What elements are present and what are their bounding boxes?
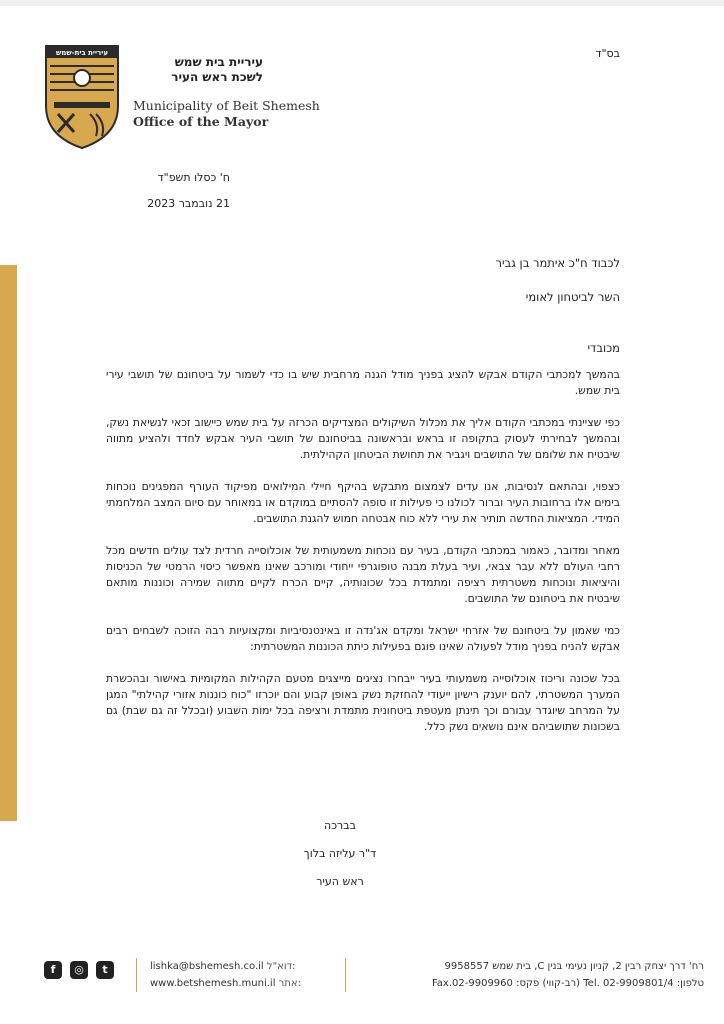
paragraph: מאחר ומדובר, כאמור במכתבי הקודם, בעיר עם נוכחות משמעותית של אוכלוסייה חרדית לצד עולים חדשים מכל רחבי העולם ללא עבר צבאי, ועיר בעלת מבנה טופוגרפי ייחודי ומורכב שאינו מאפשר כיסוי הרמטי של הכניסות והיציאות ונוכחות משטרתית רציפה ומתמדת בכל שכונותיה, קיים הכרח לקיים מתווה שמירה וכוננות מותאם שיבטיח את ביטחונם של התושבים. (106, 544, 620, 605)
closing: בברכה (324, 819, 356, 832)
side-accent-bar (0, 265, 17, 821)
paragraph: בהמשך למכתבי הקודם אבקש להציג בפניך מודל הגנה מרחבית שיש בו כדי לשמור על ביטחונם של תושבי עירי בית שמש. (106, 368, 620, 397)
website-label: אתר: (278, 978, 301, 989)
bsd-mark: בס"ד (595, 47, 620, 60)
recipient-name: לכבוד ח"כ איתמר בן גביר (495, 256, 620, 270)
paragraph: כמי שאמון על ביטחונם של אזרחי ישראל ומקדם אג'נדה זו באינטנסיביות ומקצועיות רבה הזוכה לשבחים רבים אבקש להניח בפניך מודל לפעולה שאינו פוגם בפעילות כיתת הכוננות המשטרתית: (106, 624, 620, 653)
signature-block (250, 818, 430, 902)
website-link[interactable]: www.betshemesh.muni.il (150, 978, 276, 989)
email-label: דוא"ל: (266, 961, 296, 972)
municipality-en: Municipality of Beit Shemesh (133, 98, 320, 113)
instagram-icon[interactable]: ◎ (70, 961, 88, 979)
signer-title: ראש העיר (316, 875, 364, 888)
footer-contact (150, 958, 340, 992)
municipality-name-english (133, 98, 320, 130)
recipient-title: השר לביטחון לאומי (525, 290, 620, 304)
paragraph: כצפוי, ובהתאם לנסיבות, אנו עדים לצמצום מתבקש בהיקף חיילי המילואים מפיקוד העורף המפגינים נוכחות בימים אלו ברחובות העיר וברור לכולנו כי פעילות זו סופה להסתיים במוקדם או במאוחר עם סיום המצב המלחמתי המידי. המציאות החדשה תותיר את עירי ללא כוח אבטחה חמוש להגנת התושבים. (106, 480, 620, 525)
footer-address (352, 958, 704, 992)
paragraph: כפי שציינתי במכתבי הקודם אליך את מכלול השיקולים המצדיקים הכרזה על בית שמש כיישוב זכאי לנשיאת נשק, ובהמשך לבחירתי לעסוק בתקופה זו בראש ובראשונה בביטחונם של תושבי העיר אבקש לחדד ולהציע מתווה שיבטיח את שלומם של התושבים ויגביר את תחושת הביטחון הקהילתית. (106, 416, 620, 461)
municipality-he: עיריית בית שמש (174, 55, 263, 69)
salutation: מכובדי (587, 341, 620, 355)
municipal-crest-icon (44, 44, 120, 150)
municipality-name-hebrew (133, 55, 263, 85)
twitter-icon[interactable]: t (96, 961, 114, 979)
signer-name: ד"ר עליזה בלוך (303, 847, 377, 860)
date-gregorian: 21 נובמבר 2023 (147, 197, 230, 210)
office-he: לשכת ראש העיר (171, 70, 263, 84)
facebook-icon[interactable]: f (44, 961, 62, 979)
footer-divider (345, 958, 346, 992)
paragraph: בכל שכונה וריכוז אוכלוסייה משמעותי בעיר ייבחרו נציגים מייצגים מטעם הקהילות המקומיות באישור ובהכשרת המערך המשטרתי, להם יוענק רישיון ייעודי להחזקת נשק באופן קבוע והם יוכרזו "כוח כוננות אזורי קהילתי" המגן על המרחב שיוגדר עבורם וכך תינתן מעטפת ביטחונית מתמדת ורציפה בכל ימות השבוע (ובכלל זה גם שבת) גם בשכונות שתושביהם אינם נושאים נשק כלל. (106, 672, 620, 733)
office-en: Office of the Mayor (133, 114, 269, 129)
phone-fax-line: טלפון: Tel. 02-9909801/4 (רב-קווי) פקס: Fax.02-9909960 (431, 978, 704, 989)
email-link[interactable]: lishka@bshemesh.co.il (150, 961, 264, 972)
letter-body (106, 367, 620, 751)
date-hebrew: ח' כסלו תשפ"ד (157, 171, 230, 184)
top-edge (0, 0, 724, 6)
crest-banner-text: עיריית בית-שמש (56, 49, 108, 57)
footer-divider (136, 958, 137, 992)
address-line: רח' דרך יצחק רבין 2, קניון נעימי בנין C, בית שמש 9958557 (444, 961, 704, 972)
